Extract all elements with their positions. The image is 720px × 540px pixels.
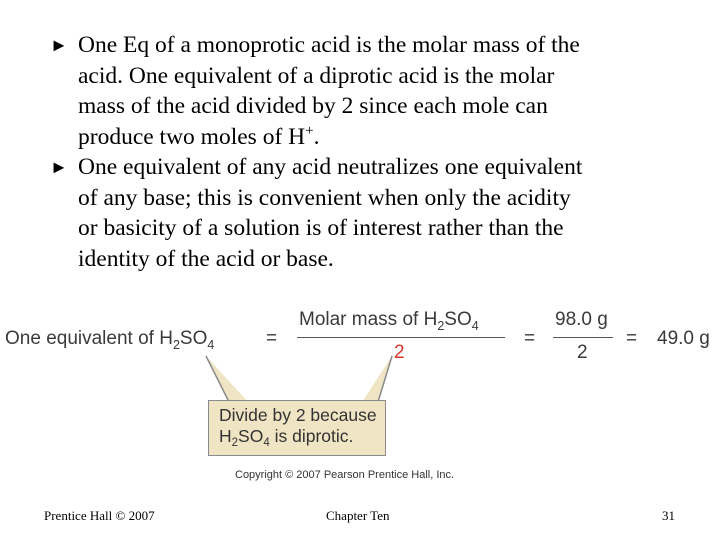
bullet-2-line-3: or basicity of a solution is of interest rather than the	[78, 215, 564, 241]
equals-sign-2: =	[524, 328, 536, 349]
subscript: 4	[207, 338, 215, 352]
equals-sign-1: =	[266, 328, 278, 349]
callout-diprotic: is diprotic.	[269, 426, 354, 446]
footer-left: Prentice Hall © 2007	[44, 508, 155, 523]
bullet-2-line-2: of any base; this is convenient when only the acidity	[78, 184, 571, 211]
bullet-1-line-1: One Eq of a monoprotic acid is the molar mass of the	[78, 32, 580, 58]
bullet-list	[0, 30, 720, 274]
left-label-so: SO	[179, 328, 208, 349]
bullet-1-line-2: acid. One equivalent of a diprotic acid is the molar	[78, 62, 555, 89]
subscript: 2	[437, 319, 445, 333]
callout-pointers	[0, 300, 720, 490]
left-label-text: One equivalent of H	[5, 328, 173, 349]
bullet-arrow-icon: ►	[50, 35, 68, 55]
bullet-1-line-4	[78, 122, 700, 153]
bullet-1-line-4-period: .	[313, 123, 320, 150]
subscript: 4	[263, 437, 270, 449]
bullet-2-line-1: One equivalent of any acid neutralizes one equivalent	[78, 154, 583, 180]
callout-box	[208, 400, 386, 456]
bullet-2-line-4: identity of the acid or base.	[78, 245, 334, 272]
numerator-text: Molar mass of H	[299, 309, 438, 330]
bullet-1-line-3: mass of the acid divided by 2 since each mole can	[78, 93, 548, 119]
callout-pointer-left	[206, 356, 248, 402]
fraction-1-denominator: 2	[394, 342, 405, 363]
footer-center: Chapter Ten	[326, 508, 390, 523]
subscript: 2	[172, 338, 180, 352]
fraction-2-numerator: 98.0 g	[555, 309, 608, 330]
subscript: 4	[471, 319, 479, 333]
bullet-1-line-4-text: produce two moles of H	[78, 123, 306, 150]
equivalent-figure	[0, 300, 720, 490]
callout-line-2	[219, 426, 353, 447]
numerator-so: SO	[444, 309, 472, 330]
fraction-2-denominator: 2	[577, 342, 588, 363]
subscript: 2	[231, 437, 239, 449]
bullet-2	[0, 152, 720, 274]
h-plus-superscript: +	[305, 122, 314, 139]
callout-line-1: Divide by 2 because	[219, 405, 377, 425]
callout-pointer-right	[362, 356, 392, 402]
callout-so: SO	[238, 426, 264, 446]
bullet-1	[0, 30, 720, 152]
result-value: 49.0 g	[657, 328, 710, 349]
equals-sign-3: =	[626, 328, 638, 349]
callout-h: H	[219, 426, 232, 446]
bullet-arrow-icon: ►	[50, 157, 68, 177]
figure-copyright: Copyright © 2007 Pearson Prentice Hall, Inc.	[235, 469, 455, 481]
page-number: 31	[662, 508, 675, 523]
